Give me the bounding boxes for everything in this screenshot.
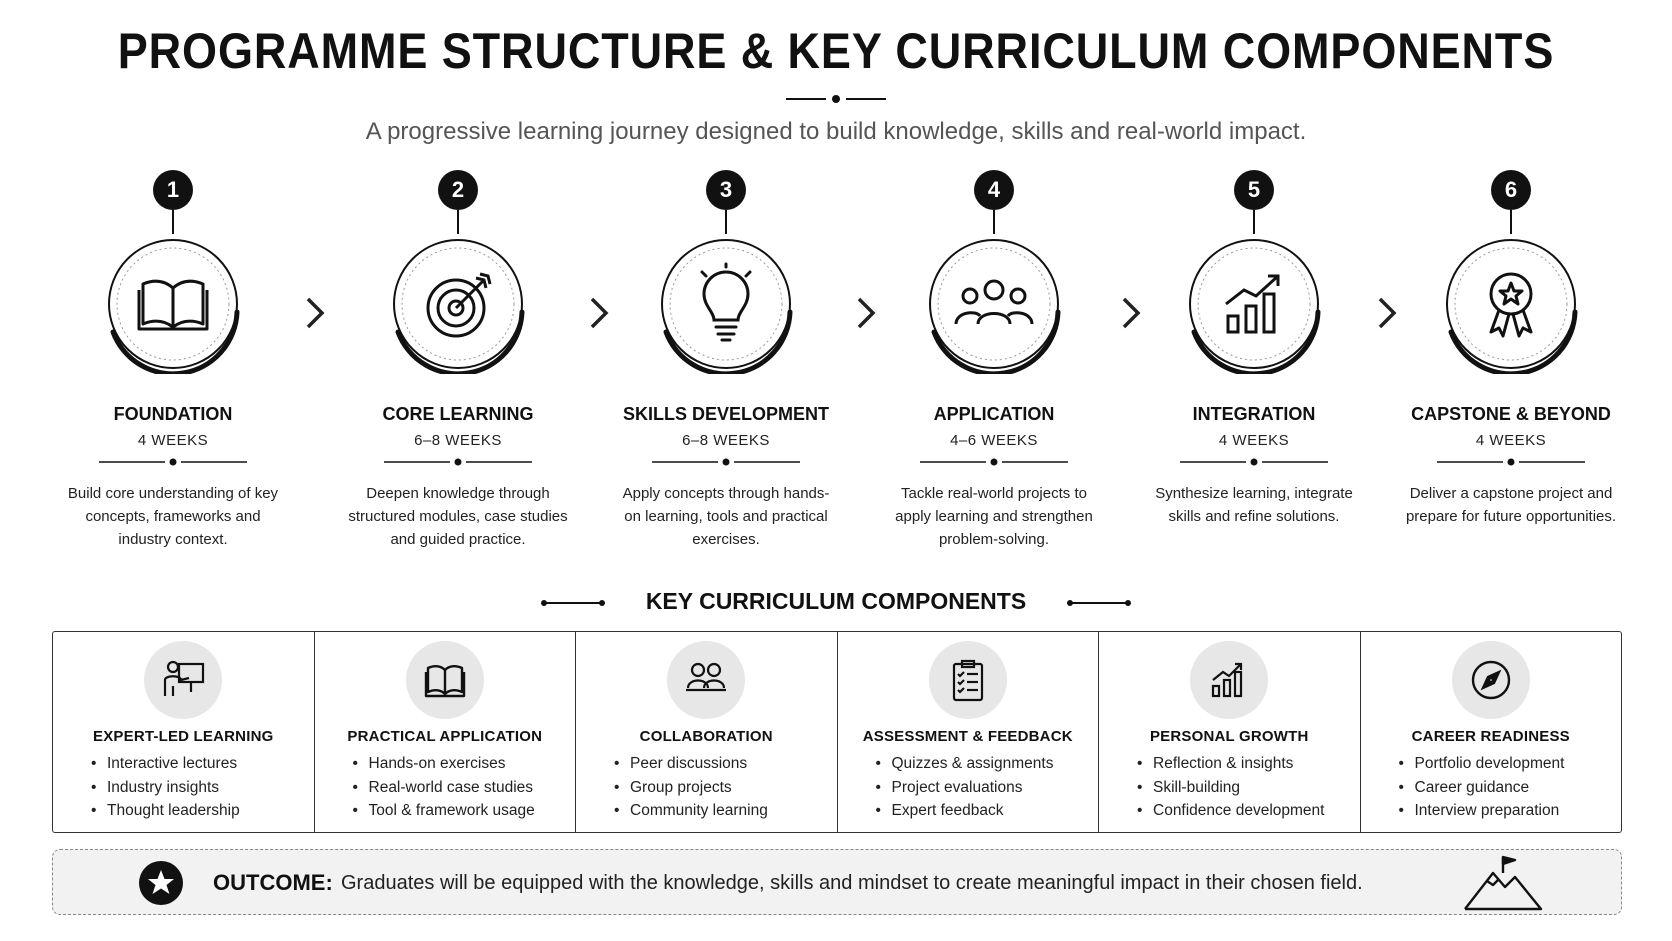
- list-item: • Hands-on exercises: [353, 752, 535, 776]
- step-duration: 6–8 WEEKS: [414, 432, 502, 449]
- step-circle: [656, 234, 796, 374]
- list-item: • Skill-building: [1137, 776, 1324, 800]
- step-circle: [924, 234, 1064, 374]
- chevron-right-icon: [304, 296, 326, 330]
- step-circle: [1184, 234, 1324, 374]
- step-connector: [457, 210, 459, 234]
- step-duration: 6–8 WEEKS: [682, 432, 770, 449]
- step-name: CORE LEARNING: [382, 404, 534, 424]
- components-title: KEY CURRICULUM COMPONENTS: [645, 588, 1027, 614]
- step-connector: [172, 210, 174, 234]
- step-duration: 4 WEEKS: [1475, 432, 1547, 449]
- step-core-learning: [348, 170, 588, 550]
- component-bullets: [1399, 752, 1565, 823]
- component-expert-led-learning: [53, 632, 315, 832]
- step-connector: [1253, 210, 1255, 234]
- list-item: • Industry insights: [91, 776, 240, 800]
- list-item: • Quizzes & assignments: [876, 752, 1054, 776]
- component-bullets: [614, 752, 768, 823]
- step-name: CAPSTONE & BEYOND: [1411, 404, 1611, 424]
- outcome-text: Graduates will be equipped with the knowledge, skills and mindset to create meaningful impact in their chosen field.: [341, 872, 1363, 894]
- list-item: • Real-world case studies: [353, 776, 535, 800]
- chevron-right-icon: [588, 296, 610, 330]
- component-collaboration: [576, 632, 838, 832]
- list-item: • Interview preparation: [1399, 799, 1565, 823]
- step-duration: 4–6 WEEKS: [950, 432, 1038, 449]
- component-title: COLLABORATION: [639, 728, 773, 745]
- component-title: EXPERT-LED LEARNING: [93, 728, 274, 745]
- list-item: • Portfolio development: [1399, 752, 1565, 776]
- step-number: 4: [974, 170, 1014, 210]
- title-divider: [786, 94, 886, 104]
- component-career-readiness: [1361, 632, 1622, 832]
- step-number: 2: [438, 170, 478, 210]
- chevron-right-icon: [1120, 296, 1142, 330]
- step-description: Apply concepts through hands-on learning, tools and practical exercises.: [622, 485, 830, 548]
- components-grid: [52, 631, 1622, 833]
- step-name: SKILLS DEVELOPMENT: [622, 404, 829, 424]
- step-application: [884, 170, 1124, 550]
- step-connector: [725, 210, 727, 234]
- component-practical-application: [315, 632, 577, 832]
- list-item: • Peer discussions: [614, 752, 768, 776]
- step-name: APPLICATION: [933, 404, 1055, 424]
- step-divider: [99, 458, 247, 466]
- component-title: ASSESSMENT & FEEDBACK: [862, 728, 1073, 745]
- step-divider: [1180, 458, 1328, 466]
- step-connector: [1510, 210, 1512, 234]
- component-title: CAREER READINESS: [1411, 728, 1570, 745]
- presenter-board-icon: [161, 658, 205, 702]
- list-item: • Confidence development: [1137, 799, 1324, 823]
- step-description: Deepen knowledge through structured modules, case studies and guided practice.: [348, 485, 568, 548]
- step-duration: 4 WEEKS: [1218, 432, 1290, 449]
- component-bullets: [876, 752, 1054, 823]
- list-item: • Community learning: [614, 799, 768, 823]
- list-item: • Project evaluations: [876, 776, 1054, 800]
- chevron-right-icon: [1376, 296, 1398, 330]
- step-description: Synthesize learning, integrate skills and refine solutions.: [1155, 485, 1353, 525]
- team-icon: [684, 658, 728, 702]
- step-divider: [920, 458, 1068, 466]
- component-title: PRACTICAL APPLICATION: [347, 728, 543, 745]
- growth-chart-icon: [1207, 658, 1251, 702]
- step-number: 1: [153, 170, 193, 210]
- step-description: Build core understanding of key concepts, frameworks and industry context.: [67, 485, 279, 548]
- step-divider: [384, 458, 532, 466]
- component-personal-growth: [1099, 632, 1361, 832]
- component-title: PERSONAL GROWTH: [1149, 728, 1309, 745]
- step-number: 3: [706, 170, 746, 210]
- list-item: • Expert feedback: [876, 799, 1054, 823]
- component-bullets: [1137, 752, 1324, 823]
- star-icon: [138, 860, 184, 906]
- list-item: • Interactive lectures: [91, 752, 240, 776]
- chevron-right-icon: [855, 296, 877, 330]
- heading-divider-right: [1066, 598, 1132, 608]
- page-title: PROGRAMME STRUCTURE & KEY CURRICULUM COMPONENTS: [117, 23, 1555, 79]
- step-circle: [1441, 234, 1581, 374]
- step-name: FOUNDATION: [113, 404, 233, 424]
- step-divider: [1437, 458, 1585, 466]
- list-item: • Reflection & insights: [1137, 752, 1324, 776]
- clipboard-checklist-icon: [946, 658, 990, 702]
- component-bullets: [91, 752, 240, 823]
- components-heading: [540, 588, 1132, 618]
- component-bullets: [353, 752, 535, 823]
- mountain-flag-icon: [1463, 855, 1543, 911]
- step-foundation: [63, 170, 303, 550]
- step-number: 5: [1234, 170, 1274, 210]
- compass-icon: [1469, 658, 1513, 702]
- step-connector: [993, 210, 995, 234]
- step-integration: [1144, 170, 1384, 550]
- step-duration: 4 WEEKS: [137, 432, 209, 449]
- step-number: 6: [1491, 170, 1531, 210]
- step-circle: [103, 234, 243, 374]
- list-item: • Career guidance: [1399, 776, 1565, 800]
- list-item: • Tool & framework usage: [353, 799, 535, 823]
- page-subtitle: A progressive learning journey designed to build knowledge, skills and real-world impact.: [365, 118, 1307, 145]
- list-item: • Thought leadership: [91, 799, 240, 823]
- outcome-banner: [52, 849, 1622, 915]
- list-item: • Group projects: [614, 776, 768, 800]
- step-name: INTEGRATION: [1192, 404, 1316, 424]
- component-assessment-feedback: [838, 632, 1100, 832]
- step-circle: [388, 234, 528, 374]
- step-description: Tackle real-world projects to apply learning and strengthen problem-solving.: [895, 485, 1093, 548]
- open-book-icon: [423, 658, 467, 702]
- step-capstone: [1401, 170, 1641, 550]
- outcome-label: OUTCOME:: [213, 870, 333, 895]
- step-description: Deliver a capstone project and prepare for future opportunities.: [1405, 485, 1617, 525]
- step-skills-development: [616, 170, 856, 550]
- step-divider: [652, 458, 800, 466]
